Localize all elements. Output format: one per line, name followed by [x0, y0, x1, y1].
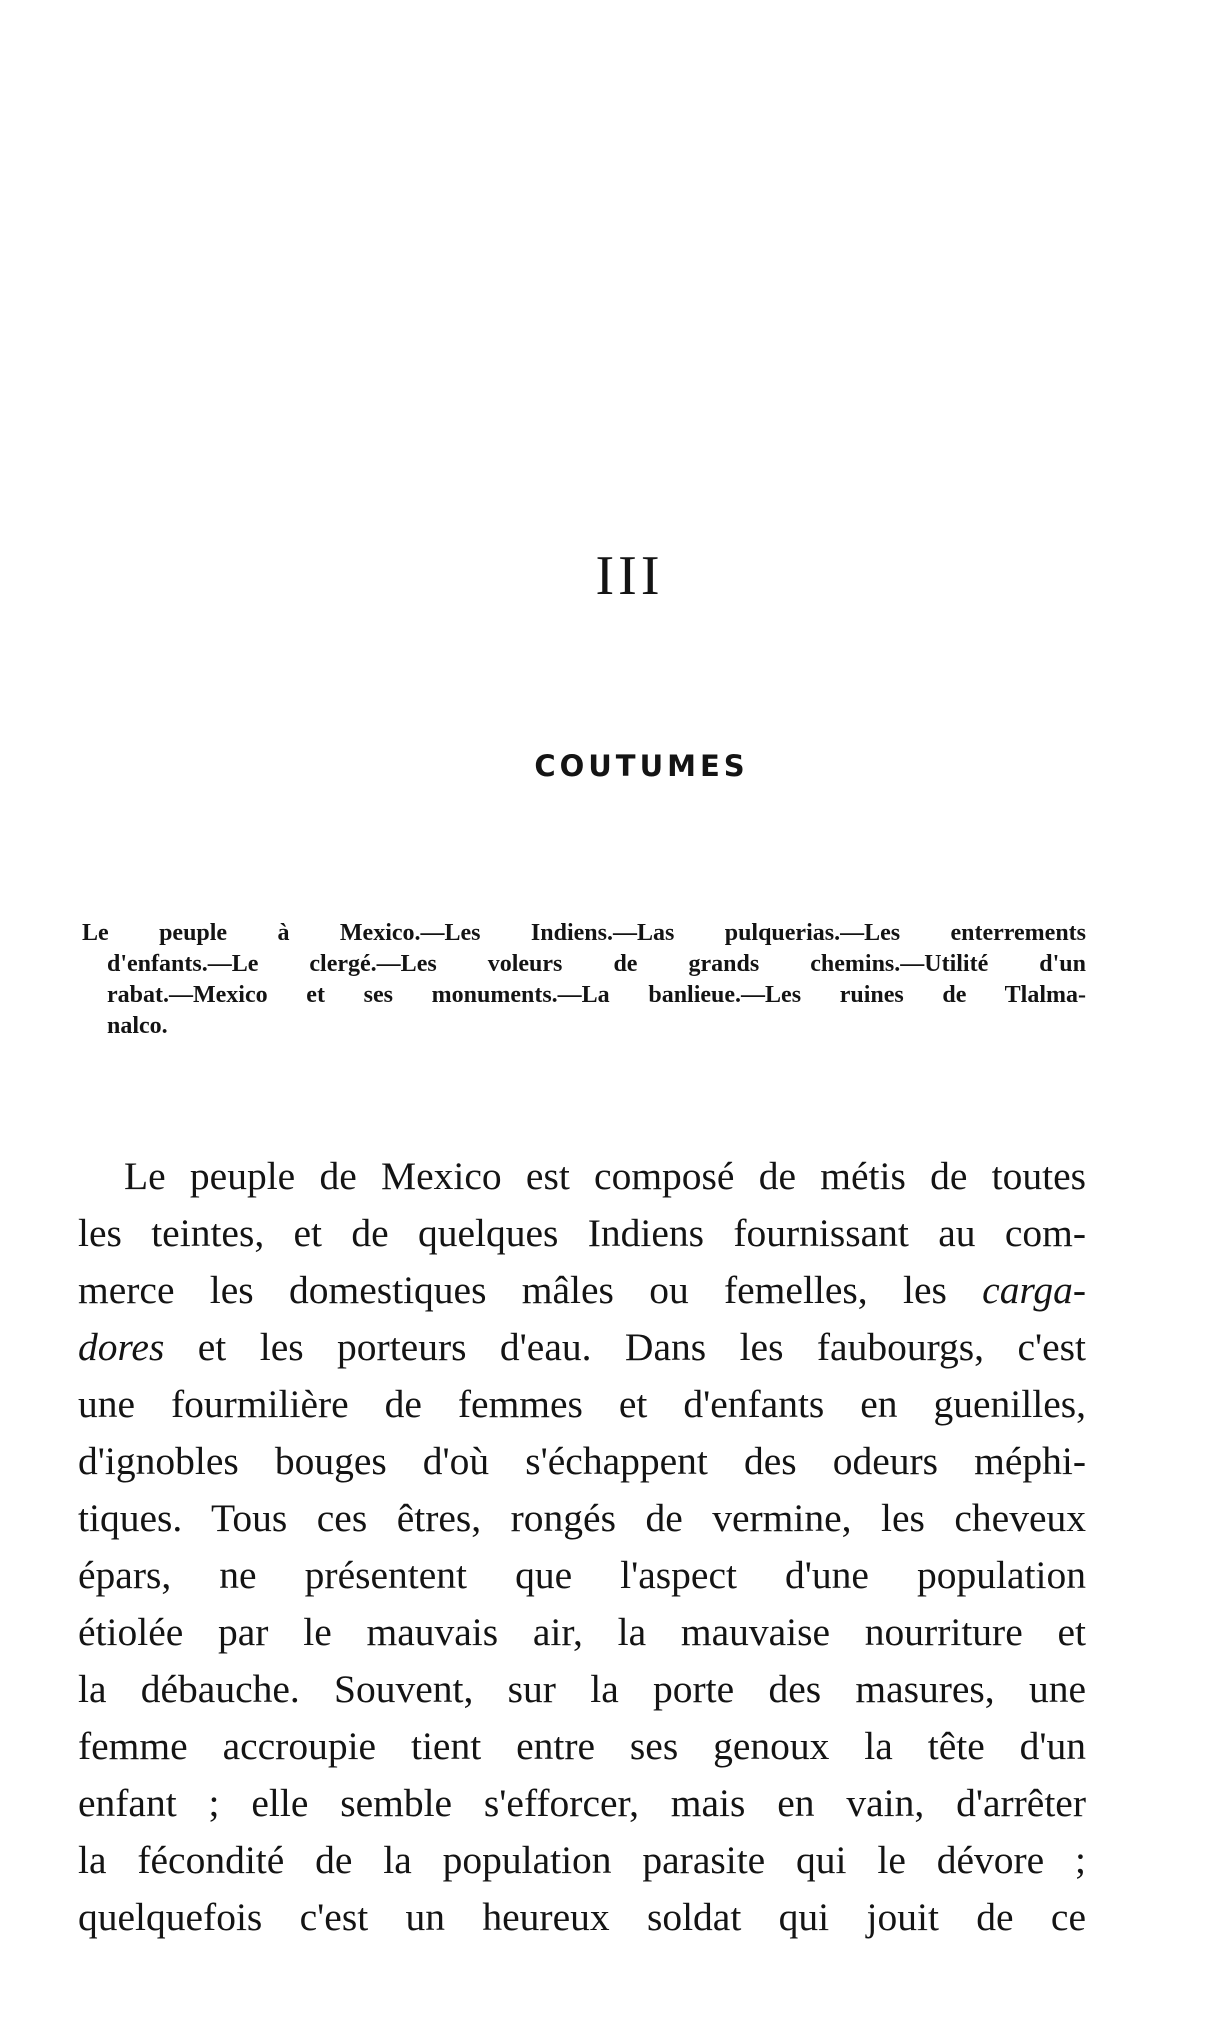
body-line: quelquefois c'est un heureux soldat qui jouit de ce [78, 1895, 1086, 1939]
summary-line: Le peuple à Mexico.—Les Indiens.—Las pulquerias.—Les enterrements [82, 920, 1086, 946]
italic-word: dores [78, 1325, 165, 1369]
body-line [78, 1319, 1086, 1376]
summary-line: d'enfants.—Le clergé.—Les voleurs de grands chemins.—Utilité d'un [107, 951, 1086, 977]
chapter-number: III [595, 545, 664, 607]
body-line: la fécondité de la population parasite qui le dévore ; [78, 1838, 1086, 1882]
body-line: Le peuple de Mexico est composé de métis de toutes [124, 1154, 1086, 1198]
body-line: une fourmilière de femmes et d'enfants en guenilles, [78, 1382, 1086, 1426]
italic-word: carga- [982, 1268, 1086, 1312]
body-text-run: merce les domestiques mâles ou femelles, les [78, 1268, 983, 1312]
body-line [78, 1262, 1086, 1319]
body-line: enfant ; elle semble s'efforcer, mais en vain, d'arrêter [78, 1781, 1086, 1825]
body-line: d'ignobles bouges d'où s'échappent des odeurs méphi- [78, 1439, 1086, 1483]
summary-line: rabat.—Mexico et ses monuments.—La banlieue.—Les ruines de Tlalma- [107, 982, 1086, 1008]
body-line: étiolée par le mauvais air, la mauvaise nourriture et [78, 1610, 1086, 1654]
summary-line: nalco. [107, 1013, 168, 1039]
body-text [78, 1148, 1086, 1946]
body-line: femme accroupie tient entre ses genoux la tête d'un [78, 1724, 1086, 1768]
body-line: les teintes, et de quelques Indiens fournissant au com- [78, 1211, 1086, 1255]
body-line: tiques. Tous ces êtres, rongés de vermine, les cheveux [78, 1496, 1086, 1540]
chapter-summary [82, 918, 1086, 1042]
chapter-title: COUTUMES [534, 749, 749, 783]
body-line: épars, ne présentent que l'aspect d'une population [78, 1553, 1086, 1597]
body-text-run: et les porteurs d'eau. Dans les faubourgs, c'est [164, 1325, 1086, 1369]
body-line: la débauche. Souvent, sur la porte des masures, une [78, 1667, 1086, 1711]
